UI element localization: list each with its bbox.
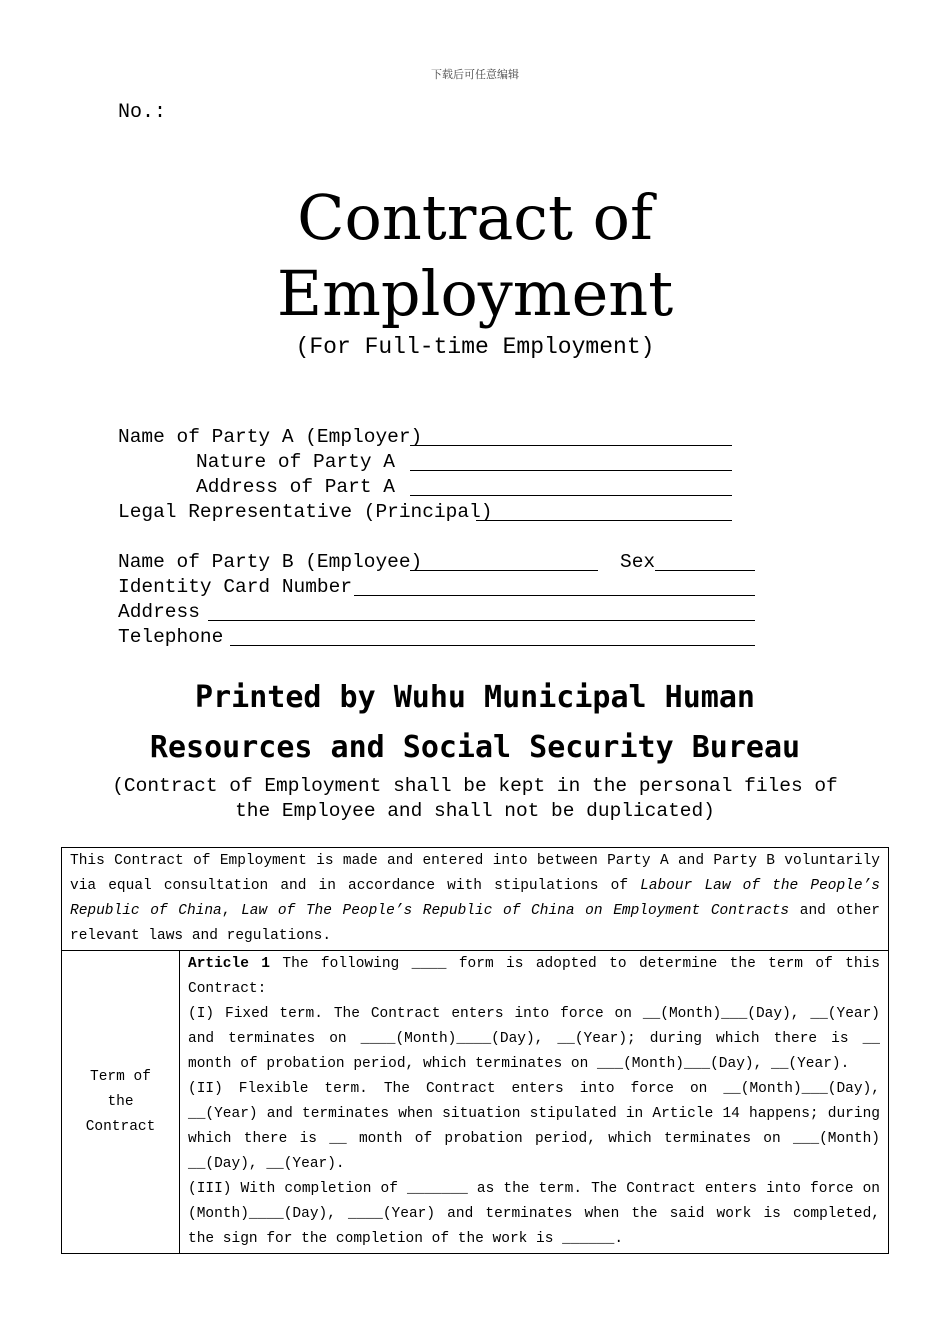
party-b-name-label: Name of Party B (Employee) [118, 551, 423, 573]
title-line-2: Employment [276, 257, 674, 330]
header-note: 下载后可任意编辑 [431, 68, 519, 81]
note-line-1: (Contract of Employment shall be kept in the personal files of [112, 775, 838, 797]
party-b-name-field[interactable] [410, 570, 598, 571]
intro-text-3: and other relevant laws and regulations. [70, 903, 880, 944]
term-label-line-2: the [107, 1093, 134, 1110]
note-line-2: the Employee and shall not be duplicated) [235, 800, 715, 822]
party-a-nature-field[interactable] [410, 470, 732, 471]
intro-row [62, 848, 889, 951]
term-label-line-3: Contract [85, 1118, 156, 1135]
contract-table [61, 847, 889, 1254]
article-1-heading: Article 1 [188, 956, 271, 972]
party-a-name-label: Name of Party A (Employer) [118, 426, 423, 448]
labour-law-title: Labour Law of the People’s Republic of China [70, 878, 880, 919]
printed-by-line-1: Printed by Wuhu Municipal Human [195, 680, 755, 715]
telephone-field[interactable] [230, 645, 755, 646]
party-a-nature-label: Nature of Party A [196, 451, 395, 473]
identity-card-label: Identity Card Number [118, 576, 353, 598]
party-a-address-field[interactable] [410, 495, 732, 496]
article-1-cell [180, 951, 889, 1254]
contract-number-label: No.: [118, 101, 167, 124]
party-b-address-field[interactable] [208, 620, 755, 621]
sex-label: Sex [620, 551, 656, 573]
sex-field[interactable] [655, 570, 755, 571]
identity-card-field[interactable] [354, 595, 755, 596]
telephone-label: Telephone [118, 626, 224, 648]
document-title [0, 180, 950, 332]
party-a-name-field[interactable] [410, 445, 732, 446]
fixed-term-clause: (I) Fixed term. The Contract enters into force on __(Month)___(Day), __(Year) and terminates on ____(Month)____(Day), __(Year); during which there is __ month of probation period, which terminates on ___(Month)___(Day), __(Year). [188, 1006, 880, 1072]
legal-representative-field[interactable] [476, 520, 732, 521]
document-subtitle: (For Full-time Employment) [295, 334, 655, 360]
term-label-cell [62, 951, 180, 1254]
printed-by-line-2: Resources and Social Security Bureau [149, 730, 801, 765]
employment-contracts-law-title: Law of The People’s Republic of China on Employment Contracts [241, 903, 790, 919]
article-1-text: The following ____ form is adopted to determine the term of this Contract: [188, 956, 880, 997]
intro-text-2: , [221, 903, 242, 919]
flexible-term-clause: (II) Flexible term. The Contract enters into force on __(Month)___(Day), __(Year) and terminates when situation stipulated in Article 14 happens; during which there is __ month of probation period, which terminates on ___(Month) __(Day), __(Year). [188, 1081, 880, 1172]
party-a-address-label: Address of Part A [196, 476, 395, 498]
title-line-1: Contract of [297, 181, 653, 254]
term-label-line-1: Term of [90, 1068, 151, 1085]
completion-term-clause: (III) With completion of _______ as the term. The Contract enters into force on (Month)____(Day), ____(Year) and terminates when the said work is completed, the sign for the completion of the work is ______. [188, 1181, 880, 1247]
legal-representative-label: Legal Representative (Principal) [118, 501, 493, 523]
party-b-address-label: Address [118, 601, 200, 623]
intro-cell [62, 848, 889, 951]
intro-text-1: This Contract of Employment is made and entered into between Party A and Party B voluntarily via equal consultation and in accordance with stipulations of [70, 853, 880, 894]
term-row [62, 951, 889, 1254]
